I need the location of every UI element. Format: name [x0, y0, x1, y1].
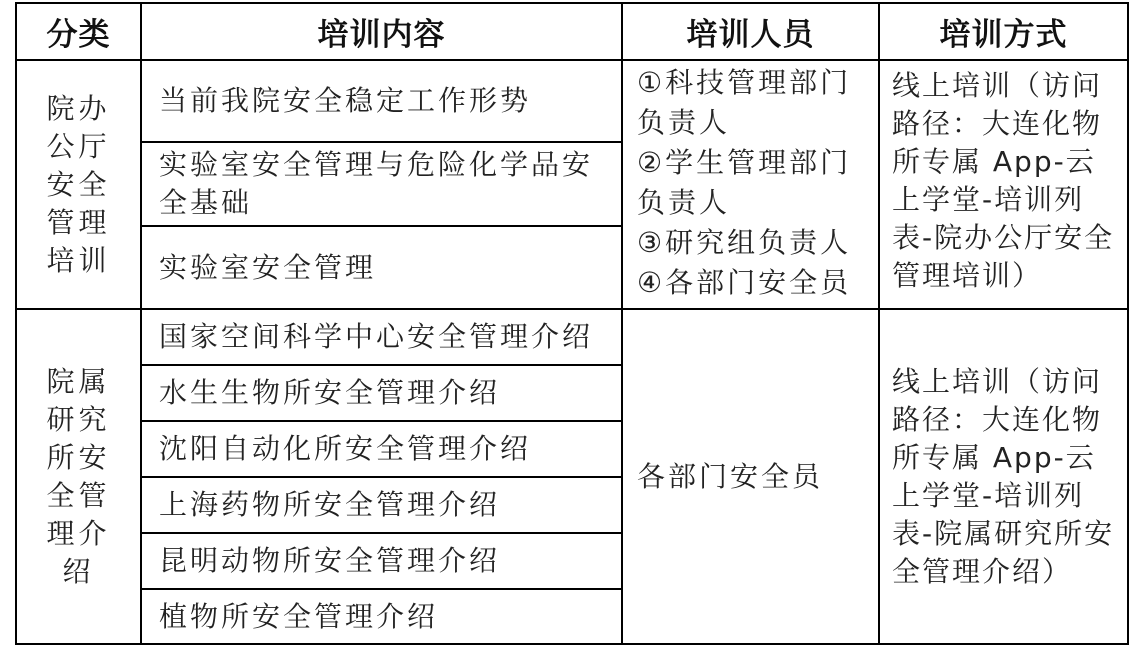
group2-method-text: 线上培训（访问路径：大连化物所专属 App-云上学堂-培训列表-院属研究所安全管理介绍） — [892, 364, 1115, 588]
group2-personnel: 各部门安全员 — [637, 459, 824, 493]
group2-content-3: 沈阳自动化所安全管理介绍 — [159, 432, 532, 465]
header-method: 培训方式 — [939, 17, 1068, 53]
group1-personnel-cell — [623, 61, 878, 308]
group2-content-1: 国家空间科学中心安全管理介绍 — [159, 320, 594, 353]
group1-personnel-1: ①科技管理部门负责人 — [637, 66, 852, 139]
header-category: 分类 — [46, 17, 111, 53]
group1-content-1: 当前我院安全稳定工作形势 — [159, 84, 532, 117]
header-personnel: 培训人员 — [686, 17, 815, 53]
group2-method-cell — [880, 310, 1127, 643]
group2-personnel-cell — [623, 310, 878, 643]
group2-category — [17, 310, 140, 643]
group1-personnel-2: ②学生管理部门负责人 — [637, 146, 852, 219]
group1-method-cell — [880, 61, 1127, 308]
group1-category — [17, 61, 140, 308]
group2-content-2: 水生生物所安全管理介绍 — [159, 376, 501, 409]
group1-personnel-4: ④各部门安全员 — [637, 266, 852, 299]
group1-category-text: 院办公厅安全管理培训 — [46, 91, 111, 277]
group1-method-text: 线上培训（访问路径：大连化物所专属 App-云上学堂-培训列表-院办公厅安全管理培训） — [892, 69, 1115, 292]
group2-content-4: 上海药物所安全管理介绍 — [159, 488, 501, 521]
header-content: 培训内容 — [317, 17, 446, 53]
group1-personnel-3: ③研究组负责人 — [637, 226, 852, 259]
group2-category-text: 院属研究所安全管理介绍 — [46, 364, 111, 588]
table-bottom-border — [15, 643, 1129, 645]
group2-content-5: 昆明动物所安全管理介绍 — [159, 544, 501, 577]
table-right-border — [1127, 2, 1129, 645]
group1-content-3: 实验室安全管理 — [159, 250, 377, 284]
group2-content-6: 植物所安全管理介绍 — [159, 599, 439, 633]
group1-content-2: 实验室安全管理与危险化学品安全基础 — [159, 148, 594, 219]
